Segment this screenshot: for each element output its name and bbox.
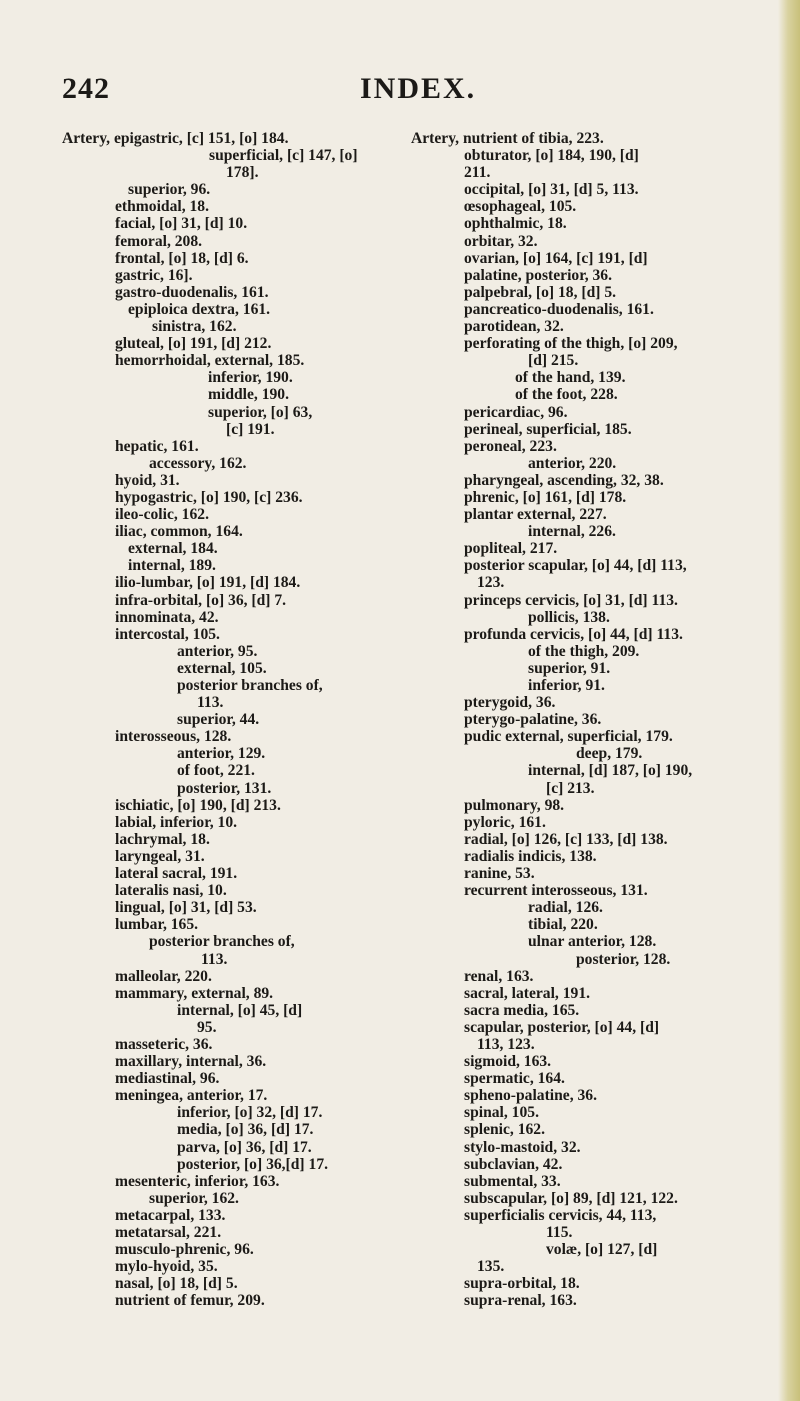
index-entry: ileo-colic, 162. (115, 506, 209, 524)
index-entry: recurrent interosseous, 131. (464, 882, 648, 900)
index-entry: of the hand, 139. (515, 369, 626, 387)
index-entry: spermatic, 164. (464, 1070, 565, 1088)
index-entry: 123. (477, 574, 505, 592)
index-entry: spinal, 105. (464, 1104, 539, 1122)
index-entry: volæ, [o] 127, [d] (546, 1241, 658, 1259)
page-edge (778, 0, 800, 1401)
index-entry: popliteal, 217. (464, 540, 558, 558)
index-entry: submental, 33. (464, 1172, 561, 1190)
index-entry: femoral, 208. (115, 232, 203, 250)
index-entry: stylo-mastoid, 32. (464, 1138, 581, 1156)
index-entry: internal, 189. (128, 557, 216, 575)
index-entry: radialis indicis, 138. (464, 847, 597, 865)
index-entry: nutrient of femur, 209. (115, 1292, 265, 1310)
index-entry: nasal, [o] 18, [d] 5. (115, 1275, 238, 1293)
index-entry: plantar external, 227. (464, 506, 607, 524)
index-entry: pterygoid, 36. (464, 694, 556, 712)
index-entry: 113. (197, 694, 224, 712)
running-title: INDEX. (360, 72, 477, 105)
index-entry: anterior, 129. (177, 745, 266, 763)
index-entry: posterior branches of, (177, 677, 323, 694)
index-entry: hypogastric, [o] 190, [c] 236. (115, 488, 303, 506)
index-entry: hepatic, 161. (115, 437, 199, 455)
index-column-right (411, 130, 756, 1309)
index-entry: [c] 213. (546, 779, 595, 797)
index-entry: interosseous, 128. (115, 728, 232, 746)
index-entry: posterior, [o] 36,[d] 17. (177, 1155, 329, 1173)
index-entry: media, [o] 36, [d] 17. (177, 1121, 314, 1139)
index-entry: lingual, [o] 31, [d] 53. (115, 899, 257, 917)
index-entry: masseteric, 36. (115, 1035, 213, 1053)
index-entry: accessory, 162. (149, 454, 247, 472)
index-entry: superficialis cervicis, 44, 113, (464, 1206, 657, 1224)
index-entry: parotidean, 32. (464, 318, 564, 336)
index-entry: mesenteric, inferior, 163. (115, 1172, 280, 1190)
index-entry: mediastinal, 96. (115, 1070, 220, 1088)
index-entry: epiploica dextra, 161. (128, 300, 271, 318)
index-entry: inferior, [o] 32, [d] 17. (177, 1104, 323, 1122)
index-entry: palatine, posterior, 36. (464, 266, 612, 284)
index-entry: posterior, 131. (177, 779, 272, 797)
index-entry: profunda cervicis, [o] 44, [d] 113. (464, 625, 683, 643)
index-entry: posterior, 128. (576, 950, 671, 968)
index-entry: occipital, [o] 31, [d] 5, 113. (464, 181, 639, 199)
index-entry: frontal, [o] 18, [d] 6. (115, 249, 249, 267)
index-entry: peroneal, 223. (464, 437, 557, 455)
index-entry: facial, [o] 31, [d] 10. (115, 215, 248, 233)
page-header (0, 72, 800, 112)
index-entry: gastro-duodenalis, 161. (115, 283, 269, 301)
index-entry: princeps cervicis, [o] 31, [d] 113. (464, 591, 678, 609)
index-entry: gluteal, [o] 191, [d] 212. (115, 335, 272, 353)
index-entry: superior, 96. (128, 181, 211, 199)
index-entry: lumbar, 165. (115, 916, 199, 934)
index-entry: ilio-lumbar, [o] 191, [d] 184. (115, 574, 301, 592)
index-entry: meningea, anterior, 17. (115, 1087, 268, 1105)
index-entry: of the foot, 228. (515, 386, 618, 404)
index-entry: pyloric, 161. (464, 813, 546, 831)
index-entry: metatarsal, 221. (115, 1224, 222, 1241)
index-entry: middle, 190. (208, 386, 290, 404)
index-entry: deep, 179. (576, 745, 643, 763)
index-entry: 178]. (226, 164, 259, 182)
index-entry: pudic external, superficial, 179. (464, 728, 673, 746)
index-entry: superficial, [c] 147, [o] (209, 147, 358, 165)
index-entry: supra-renal, 163. (464, 1292, 577, 1310)
index-entry: lateral sacral, 191. (115, 865, 238, 883)
index-entry: pericardiac, 96. (464, 403, 568, 421)
index-entry: ischiatic, [o] 190, [d] 213. (115, 796, 281, 814)
index-entry: internal, [o] 45, [d] (177, 1001, 303, 1019)
index-entry: ulnar anterior, 128. (528, 933, 657, 951)
index-entry: internal, [d] 187, [o] 190, (528, 762, 693, 780)
index-entry: laryngeal, 31. (115, 847, 205, 865)
index-entry: pollicis, 138. (528, 608, 610, 626)
index-entry: hemorrhoidal, external, 185. (115, 352, 305, 370)
index-entry: ethmoidal, 18. (115, 198, 209, 216)
index-entry: splenic, 162. (464, 1121, 546, 1139)
index-entry: superior, [o] 63, (208, 403, 313, 421)
index-entry: gastric, 16]. (115, 266, 193, 284)
index-entry: Artery, epigastric, [c] 151, [o] 184. (62, 130, 289, 147)
index-entry: parva, [o] 36, [d] 17. (177, 1138, 312, 1156)
index-entry: anterior, 95. (177, 642, 258, 660)
index-entry: pulmonary, 98. (464, 796, 565, 814)
index-entry: metacarpal, 133. (115, 1206, 226, 1224)
index-entry: posterior branches of, (149, 933, 295, 951)
index-entry: inferior, 91. (528, 677, 605, 694)
index-entry: hyoid, 31. (115, 471, 180, 489)
index-entry: renal, 163. (464, 967, 534, 985)
index-entry: perforating of the thigh, [o] 209, (464, 335, 678, 353)
index-entry: lachrymal, 18. (115, 830, 210, 848)
index-entry: posterior scapular, [o] 44, [d] 113, (464, 557, 687, 575)
index-entry: external, 105. (177, 659, 267, 677)
index-entry: maxillary, internal, 36. (115, 1053, 267, 1071)
index-entry: supra-orbital, 18. (464, 1275, 580, 1293)
index-entry: ophthalmic, 18. (464, 215, 567, 233)
index-entry: intercostal, 105. (115, 625, 220, 643)
index-entry: 113, 123. (477, 1035, 535, 1053)
index-entry: innominata, 42. (115, 608, 219, 626)
index-entry: inferior, 190. (208, 369, 293, 387)
index-entry: subclavian, 42. (464, 1155, 563, 1173)
index-entry: lateralis nasi, 10. (115, 882, 227, 900)
index-entry: malleolar, 220. (115, 967, 212, 985)
index-entry: scapular, posterior, [o] 44, [d] (464, 1018, 660, 1036)
index-entry: Artery, nutrient of tibia, 223. (411, 130, 604, 147)
index-column-left (62, 130, 407, 1309)
index-entry: mammary, external, 89. (115, 984, 274, 1002)
index-entry: perineal, superficial, 185. (464, 420, 632, 438)
index-entry: pancreatico-duodenalis, 161. (464, 300, 654, 318)
index-entry: superior, 91. (528, 659, 611, 677)
index-entry: subscapular, [o] 89, [d] 121, 122. (464, 1189, 678, 1207)
index-entry: labial, inferior, 10. (115, 813, 238, 831)
index-entry: of the thigh, 209. (528, 642, 640, 660)
index-entry: internal, 226. (528, 523, 616, 541)
index-entry: 95. (197, 1018, 217, 1036)
index-entry: [c] 191. (226, 420, 275, 438)
index-entry: superior, 162. (149, 1189, 239, 1207)
page-number: 242 (62, 72, 110, 105)
index-entry: palpebral, [o] 18, [d] 5. (464, 283, 617, 301)
index-entry: sigmoid, 163. (464, 1053, 552, 1071)
index-entry: sinistra, 162. (152, 318, 237, 336)
index-entry: external, 184. (128, 540, 218, 558)
index-entry: 113. (201, 950, 228, 968)
index-entry: ranine, 53. (464, 865, 535, 883)
index-entry: sacra media, 165. (464, 1001, 580, 1019)
index-entry: 115. (546, 1224, 573, 1241)
index-entry: pharyngeal, ascending, 32, 38. (464, 471, 664, 489)
index-entry: musculo-phrenic, 96. (115, 1241, 254, 1259)
index-entry: sacral, lateral, 191. (464, 984, 591, 1002)
index-entry: [d] 215. (528, 352, 579, 370)
index-entry: ovarian, [o] 164, [c] 191, [d] (464, 249, 648, 267)
index-entry: œsophageal, 105. (464, 198, 577, 216)
index-entry: mylo-hyoid, 35. (115, 1258, 218, 1276)
index-entry: tibial, 220. (528, 916, 598, 934)
index-entry: orbitar, 32. (464, 232, 538, 250)
index-entry: infra-orbital, [o] 36, [d] 7. (115, 591, 287, 609)
index-entry: obturator, [o] 184, 190, [d] (464, 147, 639, 165)
index-entry: radial, 126. (528, 899, 603, 917)
index-entry: pterygo-palatine, 36. (464, 711, 602, 729)
index-entry: iliac, common, 164. (115, 523, 243, 541)
index-entry: superior, 44. (177, 711, 260, 729)
index-entry: 135. (477, 1258, 505, 1276)
index-entry: spheno-palatine, 36. (464, 1087, 598, 1105)
index-entry: phrenic, [o] 161, [d] 178. (464, 488, 627, 506)
index-entry: of foot, 221. (177, 762, 255, 780)
index-entry: 211. (464, 164, 491, 182)
index-entry: radial, [o] 126, [c] 133, [d] 138. (464, 830, 668, 848)
index-entry: anterior, 220. (528, 454, 617, 472)
